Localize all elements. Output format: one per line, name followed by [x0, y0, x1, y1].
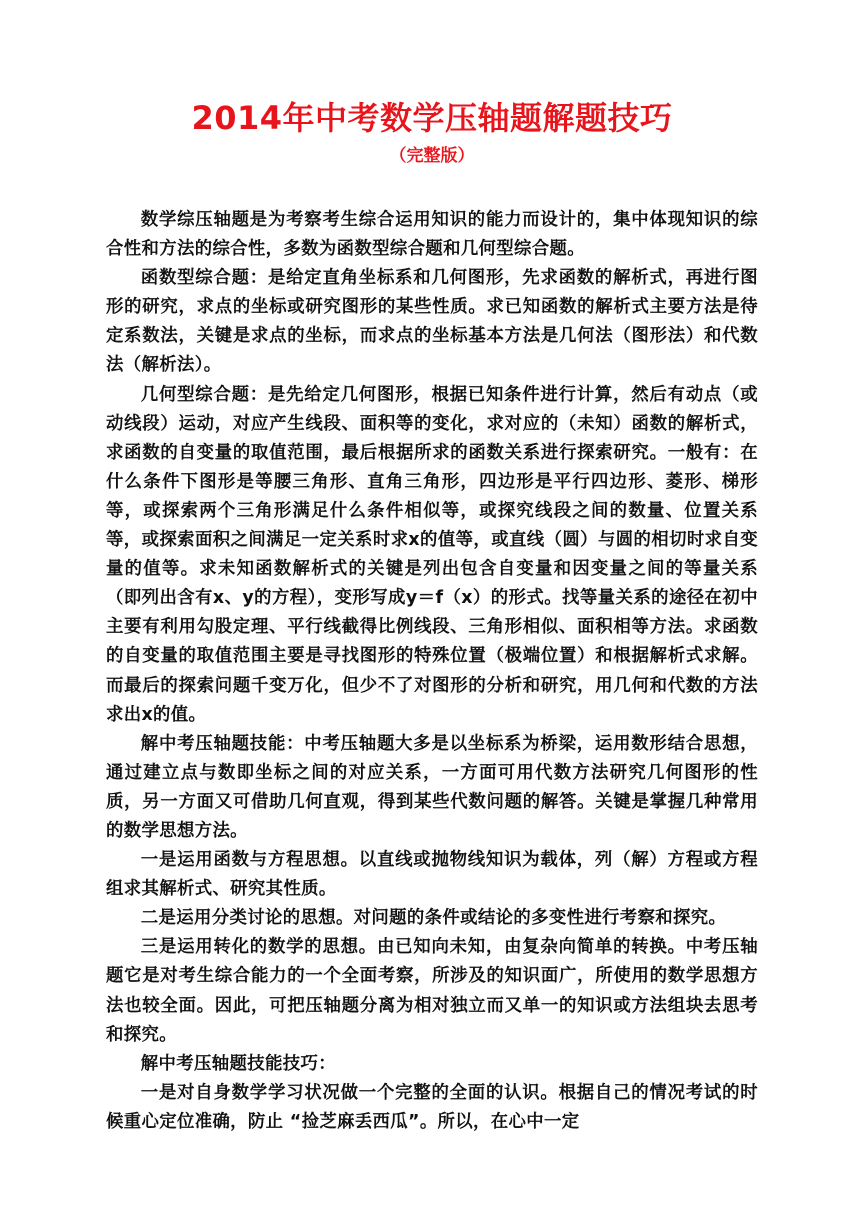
paragraph-skills: 解中考压轴题技能：中考压轴题大多是以坐标系为桥梁，运用数形结合思想，通过建立点与数即坐标之间的对应关系，一方面可用代数方法研究几何图形的性质，另一方面又可借助几何直观，得到某些代数问题的解答。关键是掌握几种常用的数学思想方法。	[106, 733, 758, 841]
paragraph-geometry-type: 几何型综合题：是先给定几何图形，根据已知条件进行计算，然后有动点（或动线段）运动，对应产生线段、面积等的变化，求对应的（未知）函数的解析式，求函数的自变量的取值范围，最后根据所求的函数关系进行探索研究。一般有：在什么条件下图形是等腰三角形、直角三角形，四边形是平行四边形、菱形、梯形等，或探索两个三角形满足什么条件相似等，或探究线段之间的数量、位置关系等，或探索面积之间满足一定关系时求x的值等，或直线（圆）与圆的相切时求自变量的值等。求未知函数解析式的关键是列出包含自变量和因变量之间的等量关系（即列出含有x、y的方程），变形写成y＝f（x）的形式。找等量关系的途径在初中主要有利用勾股定理、平行线截得比例线段、三角形相似、面积相等方法。求函数的自变量的取值范围主要是寻找图形的特殊位置（极端位置）和根据解析式求解。而最后的探索问题千变万化，但少不了对图形的分析和研究，用几何和代数的方法求出x的值。	[106, 384, 758, 725]
paragraph-technique-one: 一是对自身数学学习状况做一个完整的全面的认识。根据自己的情况考试的时候重心定位准确，防止 “捡芝麻丢西瓜”。所以，在心中一定	[106, 1082, 758, 1132]
paragraph-method-three: 三是运用转化的数学的思想。由已知向未知，由复杂向简单的转换。中考压轴题它是对考生综合能力的一个全面考察，所涉及的知识面广，所使用的数学思想方法也较全面。因此，可把压轴题分离为相对独立而又单一的知识或方法组块去思考和探究。	[106, 937, 758, 1045]
document-title: 2014年中考数学压轴题解题技巧	[191, 99, 673, 137]
paragraph-method-one: 一是运用函数与方程思想。以直线或抛物线知识为载体，列（解）方程或方程组求其解析式、研究其性质。	[106, 850, 758, 900]
document-subtitle: （完整版）	[389, 146, 475, 166]
document-body	[106, 206, 758, 1137]
paragraph-techniques-heading: 解中考压轴题技能技巧：	[140, 1053, 336, 1074]
document-page	[106, 96, 758, 1137]
paragraph-function-type: 函数型综合题：是给定直角坐标系和几何图形，先求函数的解析式，再进行图形的研究，求点的坐标或研究图形的某些性质。求已知函数的解析式主要方法是待定系数法，关键是求点的坐标，而求点的坐标基本方法是几何法（图形法）和代数法（解析法）。	[106, 268, 758, 376]
paragraph-method-two: 二是运用分类讨论的思想。对问题的条件或结论的多变性进行考察和探究。	[140, 908, 727, 929]
paragraph-intro: 数学综压轴题是为考察考生综合运用知识的能力而设计的，集中体现知识的综合性和方法的综合性，多数为函数型综合题和几何型综合题。	[106, 210, 758, 260]
